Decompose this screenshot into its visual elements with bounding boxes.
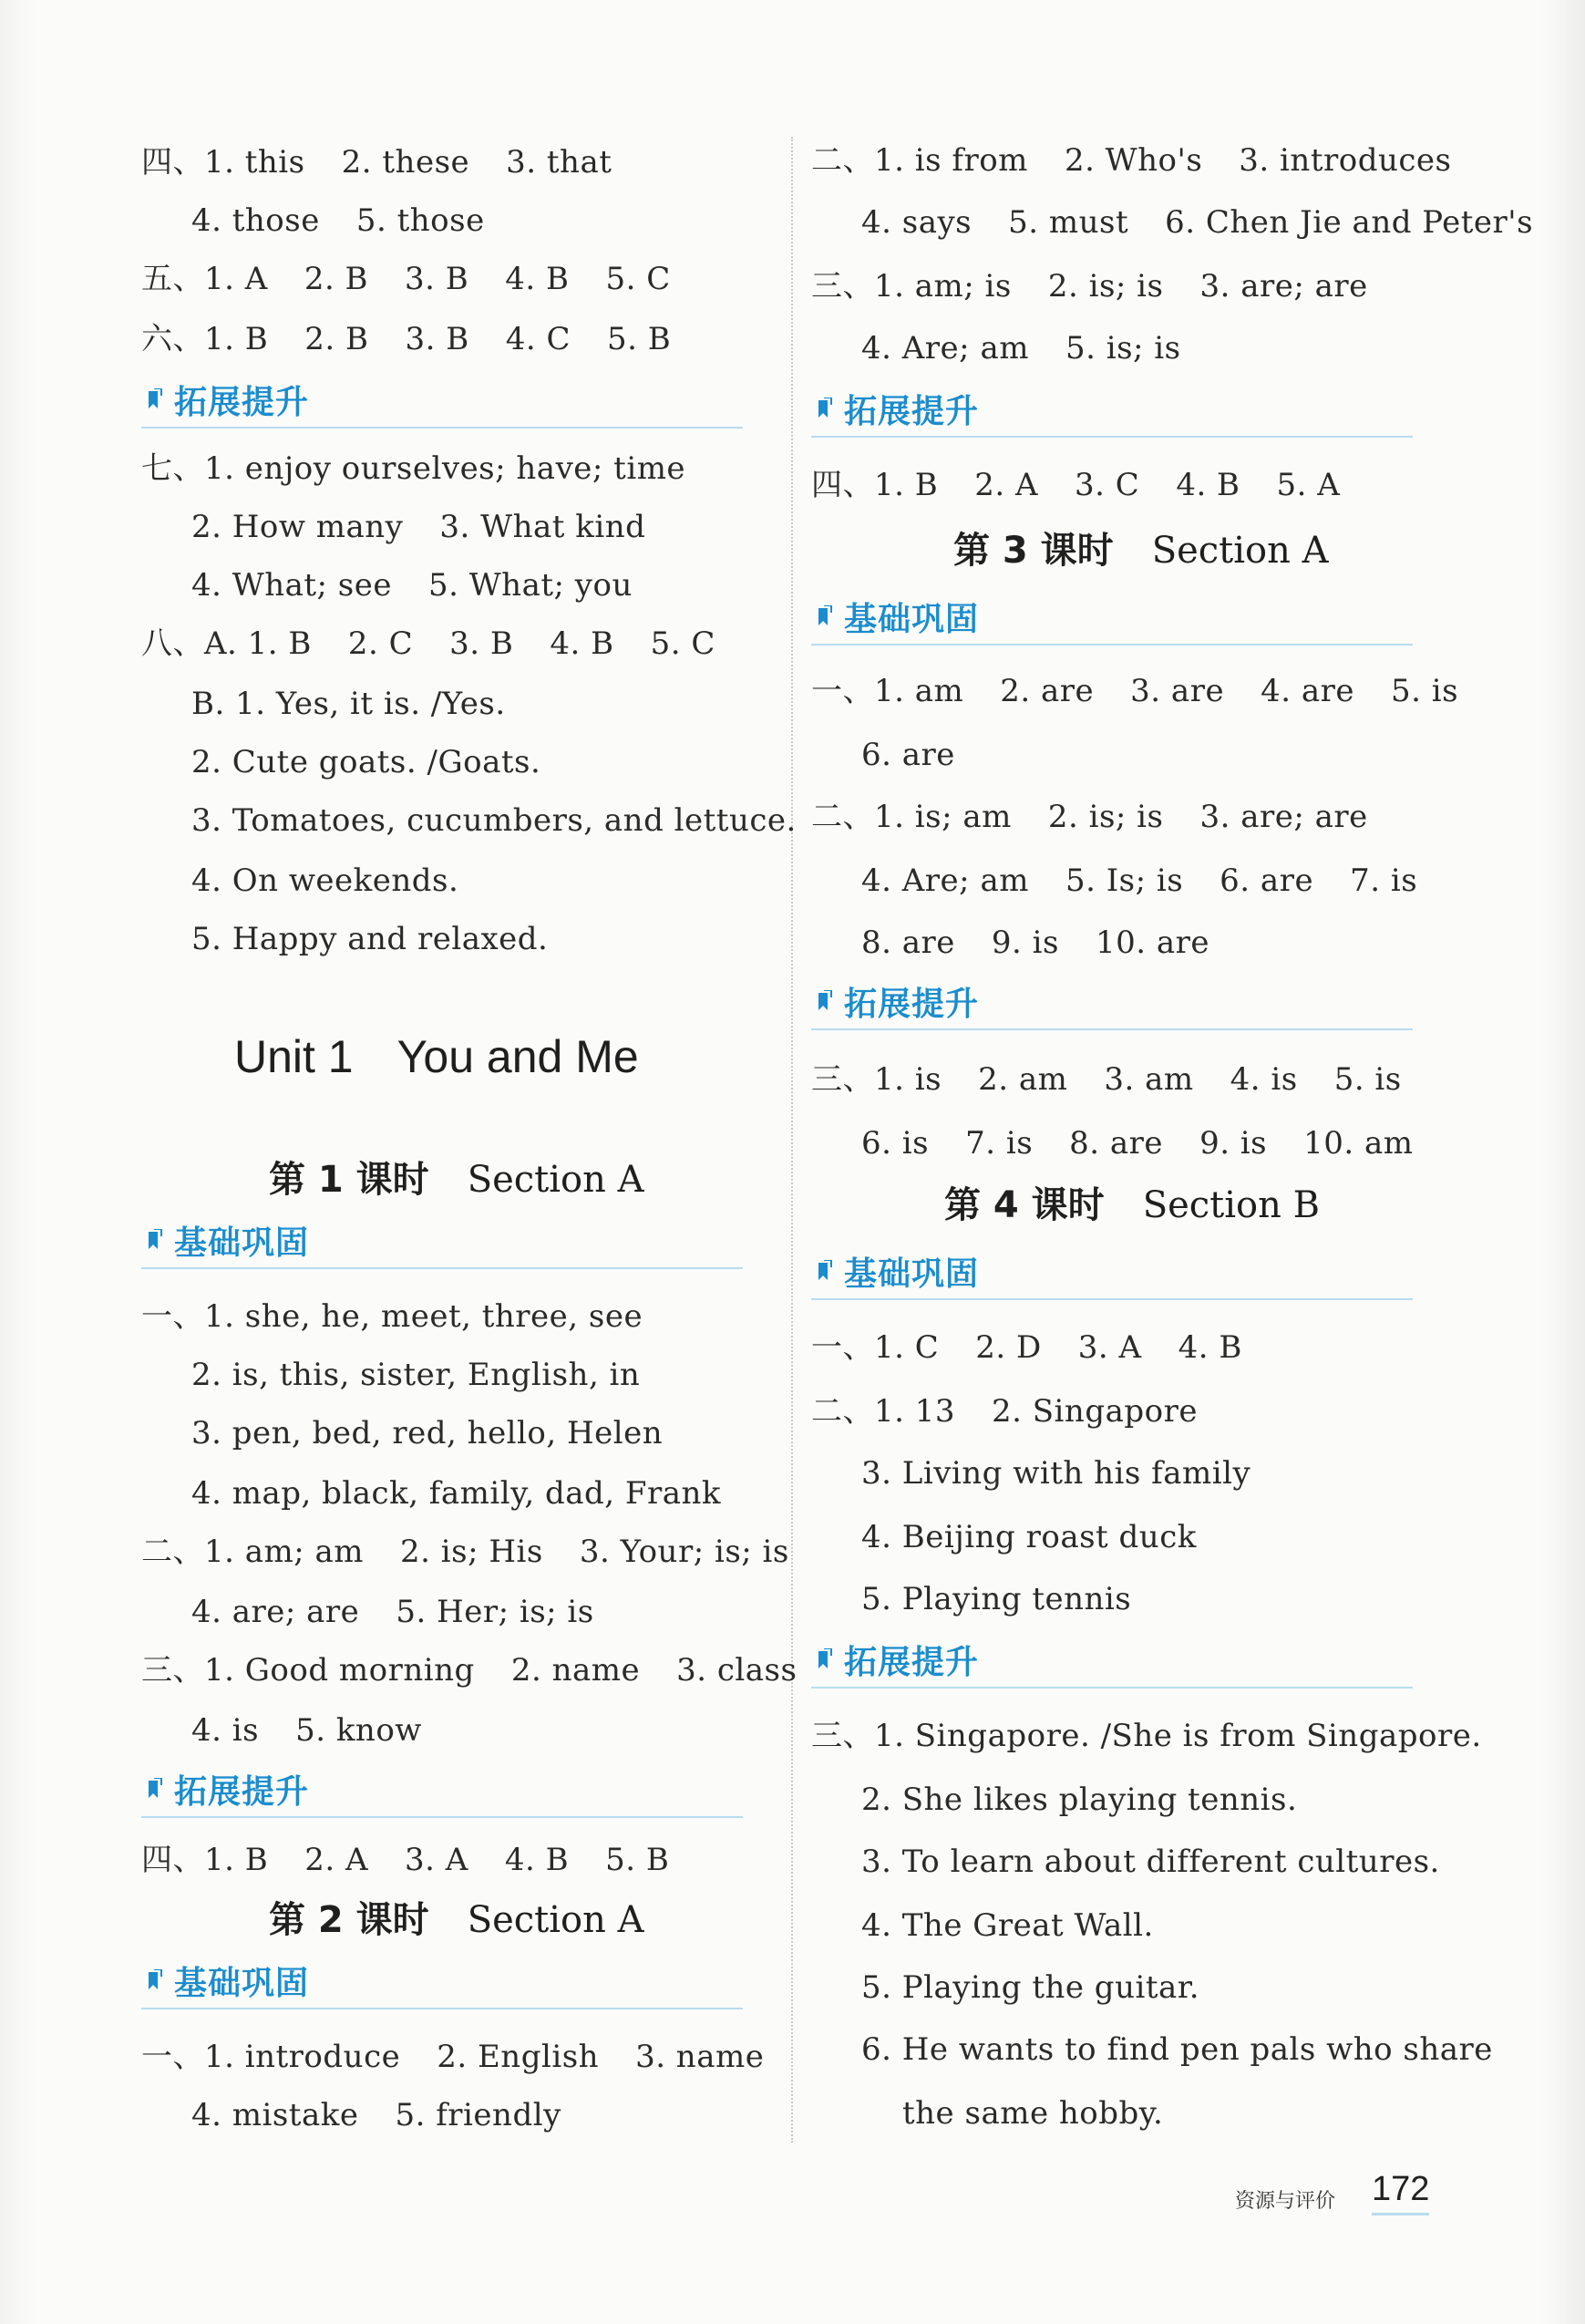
bookmark-icon bbox=[815, 1260, 833, 1284]
answer-line: 3. Living with his family bbox=[861, 1455, 1251, 1492]
section-heading-extension: 拓展提升 bbox=[141, 1771, 743, 1818]
section-heading-basics: 基础巩固 bbox=[811, 1253, 1413, 1300]
answer-line: 2. She likes playing tennis. bbox=[861, 1782, 1298, 1818]
answer-line: 三、1. Singapore. /She is from Singapore. bbox=[811, 1718, 1482, 1754]
answer-line: 六、1. B 2. B 3. B 4. C 5. B bbox=[141, 321, 672, 357]
answer-line: 四、1. this 2. these 3. that bbox=[141, 144, 612, 181]
answer-line: 2. is, this, sister, English, in bbox=[191, 1357, 641, 1393]
answer-line: 七、1. enjoy ourselves; have; time bbox=[141, 450, 686, 487]
column-divider bbox=[791, 137, 793, 2143]
answer-line: 二、1. is; am 2. is; is 3. are; are bbox=[811, 799, 1368, 835]
answer-line: 3. pen, bed, red, hello, Helen bbox=[191, 1415, 664, 1451]
answer-line: 五、1. A 2. B 3. B 4. B 5. C bbox=[141, 261, 671, 297]
page-number: 172 bbox=[1372, 2170, 1429, 2216]
answer-line: 4. are; are 5. Her; is; is bbox=[191, 1594, 594, 1630]
answer-line: 5. Happy and relaxed. bbox=[191, 921, 549, 957]
bookmark-icon bbox=[145, 1778, 163, 1802]
section-heading-extension: 拓展提升 bbox=[141, 381, 743, 429]
answer-line: 八、A. 1. B 2. C 3. B 4. B 5. C bbox=[141, 625, 715, 662]
answer-line: 3. Tomatoes, cucumbers, and lettuce. bbox=[191, 802, 797, 839]
bookmark-icon bbox=[815, 398, 833, 421]
lesson-heading: 第 3 课时 Section A bbox=[953, 530, 1329, 572]
lesson-heading: 第 2 课时 Section A bbox=[269, 1899, 644, 1941]
lesson-heading: 第 1 课时 Section A bbox=[269, 1159, 644, 1201]
answer-line: 4. those 5. those bbox=[191, 202, 485, 239]
answer-line: 4. says 5. must 6. Chen Jie and Peter's bbox=[861, 204, 1534, 241]
section-heading-extension: 拓展提升 bbox=[811, 1641, 1413, 1689]
answer-line: 4. Are; am 5. is; is bbox=[861, 330, 1181, 367]
answer-line: 2. Cute goats. /Goats. bbox=[191, 744, 541, 780]
bookmark-icon bbox=[815, 990, 833, 1014]
answer-line: 8. are 9. is 10. are bbox=[861, 924, 1210, 961]
bookmark-icon bbox=[145, 388, 163, 412]
bookmark-icon bbox=[145, 1969, 163, 1993]
bookmark-icon bbox=[815, 1648, 833, 1672]
lesson-heading: 第 4 课时 Section B bbox=[944, 1184, 1320, 1226]
answer-line: 5. Playing tennis bbox=[861, 1581, 1132, 1617]
answer-line: 2. How many 3. What kind bbox=[191, 509, 646, 545]
answer-line: the same hobby. bbox=[902, 2095, 1164, 2132]
answer-line: 三、1. am; is 2. is; is 3. are; are bbox=[811, 268, 1368, 305]
answer-line: 四、1. B 2. A 3. C 4. B 5. A bbox=[811, 467, 1341, 503]
answer-line: 6. is 7. is 8. are 9. is 10. am bbox=[861, 1125, 1414, 1162]
answer-line: 4. Beijing roast duck bbox=[861, 1519, 1197, 1555]
unit-title: Unit 1 You and Me bbox=[234, 1031, 639, 1082]
section-heading-basics: 基础巩固 bbox=[141, 1222, 743, 1269]
answer-line: 4. Are; am 5. Is; is 6. are 7. is bbox=[861, 862, 1418, 899]
answer-line: 二、1. am; am 2. is; His 3. Your; is; is bbox=[141, 1534, 789, 1570]
answer-line: 5. Playing the guitar. bbox=[861, 1969, 1200, 2006]
answer-line: 3. To learn about different cultures. bbox=[861, 1844, 1440, 1880]
section-heading-basics: 基础巩固 bbox=[141, 1962, 743, 2009]
answer-line: 一、1. she, he, meet, three, see bbox=[141, 1298, 643, 1335]
bookmark-icon bbox=[815, 605, 833, 629]
answer-line: 4. is 5. know bbox=[191, 1712, 422, 1749]
answer-line: 4. map, black, family, dad, Frank bbox=[191, 1475, 721, 1512]
answer-line: 三、1. is 2. am 3. am 4. is 5. is bbox=[811, 1061, 1402, 1098]
answer-line: 一、1. am 2. are 3. are 4. are 5. is bbox=[811, 673, 1459, 709]
answer-line: 6. are bbox=[861, 737, 955, 773]
section-heading-basics: 基础巩固 bbox=[811, 598, 1413, 646]
answer-line: 4. The Great Wall. bbox=[861, 1907, 1154, 1944]
answer-line: 一、1. introduce 2. English 3. name bbox=[141, 2039, 765, 2075]
answer-line: 二、1. 13 2. Singapore bbox=[811, 1393, 1198, 1430]
answer-line: B. 1. Yes, it is. /Yes. bbox=[191, 686, 506, 722]
section-heading-extension: 拓展提升 bbox=[811, 390, 1413, 438]
answer-line: 4. What; see 5. What; you bbox=[191, 567, 633, 604]
answer-line: 6. He wants to find pen pals who share bbox=[861, 2031, 1493, 2068]
answer-line: 三、1. Good morning 2. name 3. class bbox=[141, 1652, 798, 1689]
footer-label: 资源与评价 bbox=[1235, 2190, 1336, 2213]
answer-line: 四、1. B 2. A 3. A 4. B 5. B bbox=[141, 1842, 670, 1878]
section-heading-extension: 拓展提升 bbox=[811, 983, 1413, 1030]
answer-line: 二、1. is from 2. Who's 3. introduces bbox=[811, 142, 1452, 179]
bookmark-icon bbox=[145, 1229, 163, 1253]
answer-line: 4. mistake 5. friendly bbox=[191, 2097, 561, 2133]
answer-line: 4. On weekends. bbox=[191, 862, 459, 899]
answer-line: 一、1. C 2. D 3. A 4. B bbox=[811, 1329, 1242, 1366]
